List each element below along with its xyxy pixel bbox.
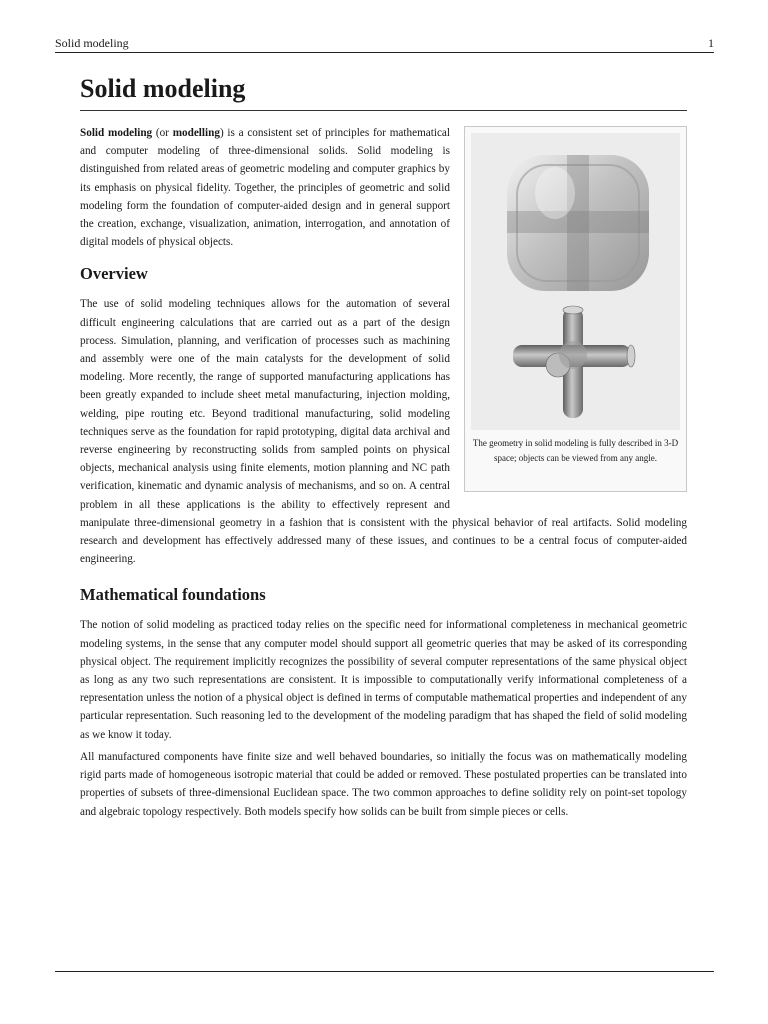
solid-model-illustration [471,133,680,430]
page-number: 1 [708,36,714,50]
math-paragraph-1: The notion of solid modeling as practiced today relies on the specific need for informational completeness in mechanical geometric modeling systems, in the sense that any computer model should support all geometric queries that may be asked of its corresponding physical object. The requirement implicitly recognizes the possibility of several computer representations of the same physical object as long as any two such representations are consistent. It is impossible to computationally verify informational completeness of a representation unless the notion of a physical object is defined in terms of computable mathematical properties and independent of any particular representation. Such reasoning led to the development of the modeling paradigm that has shaped the field of solid modeling as we know it today. [80,619,687,741]
intro-paren: (or [152,127,173,139]
overview-heading: Overview [80,264,148,284]
article-body [80,124,687,825]
running-header-title: Solid modeling [55,36,129,50]
figure-box [464,126,687,492]
running-header [55,36,714,53]
intro-alt-term: modelling [172,127,220,139]
figure-caption: The geometry in solid modeling is fully described in 3-D space; objects can be viewed from any angle. [472,438,679,463]
math-foundations-heading: Mathematical foundations [80,585,266,605]
rounded-cube-shape [507,155,649,291]
page-title: Solid modeling [80,72,687,111]
intro-rest: ) is a consistent set of principles for mathematical and computer modeling of three-dimensional solids. Solid modeling is distinguished from related areas of geometric modeling and computer graphics by its emphasis on physical fidelity. Together, the principles of geometric and solid modeling form the foundation of computer-aided design and in general support the creation, exchange, visualization, animation, interrogation, and annotation of digital models of physical objects. [80,127,450,249]
footer-rule [55,971,714,972]
overview-paragraph: The use of solid modeling techniques allows for the automation of several difficult engineering calculations that are carried out as a part of the design process. Simulation, planning, and verification of processes such as machining and assembly were one of the main catalysts for the development of solid modeling. More recently, the range of supported manufacturing applications has been greatly expanded to include sheet metal manufacturing, injection molding, welding, pipe routing etc. Beyond traditional manufacturing, solid modeling techniques serve as the foundation for rapid prototyping, digital data archival and reverse engineering by reconstructing solids from sampled points on physical objects, mechanical analysis using finite elements, motion planning and NC path verification, kinematic and dynamic analysis of mechanisms, and so on. A central problem in all these applications is the ability to effectively represent and manipulate three-dimensional geometry in a fashion that is consistent with the physical behavior of real artifacts. Solid modeling research and development has effectively addressed many of these issues, and continues to be a central focus of computer-aided engineering. [80,298,687,566]
intro-term: Solid modeling [80,127,153,139]
math-paragraph-2: All manufactured components have finite size and well behaved boundaries, so initially the focus was on mathematically modeling rigid parts made of homogeneous isotropic material that could be added or removed. These postulated properties can be translated into properties of subsets of three-dimensional Euclidean space. The two common approaches to define solidity rely on point-set topology and algebraic topology respectively. Both models specify how solids can be built from simple pieces or cells. [80,750,687,818]
